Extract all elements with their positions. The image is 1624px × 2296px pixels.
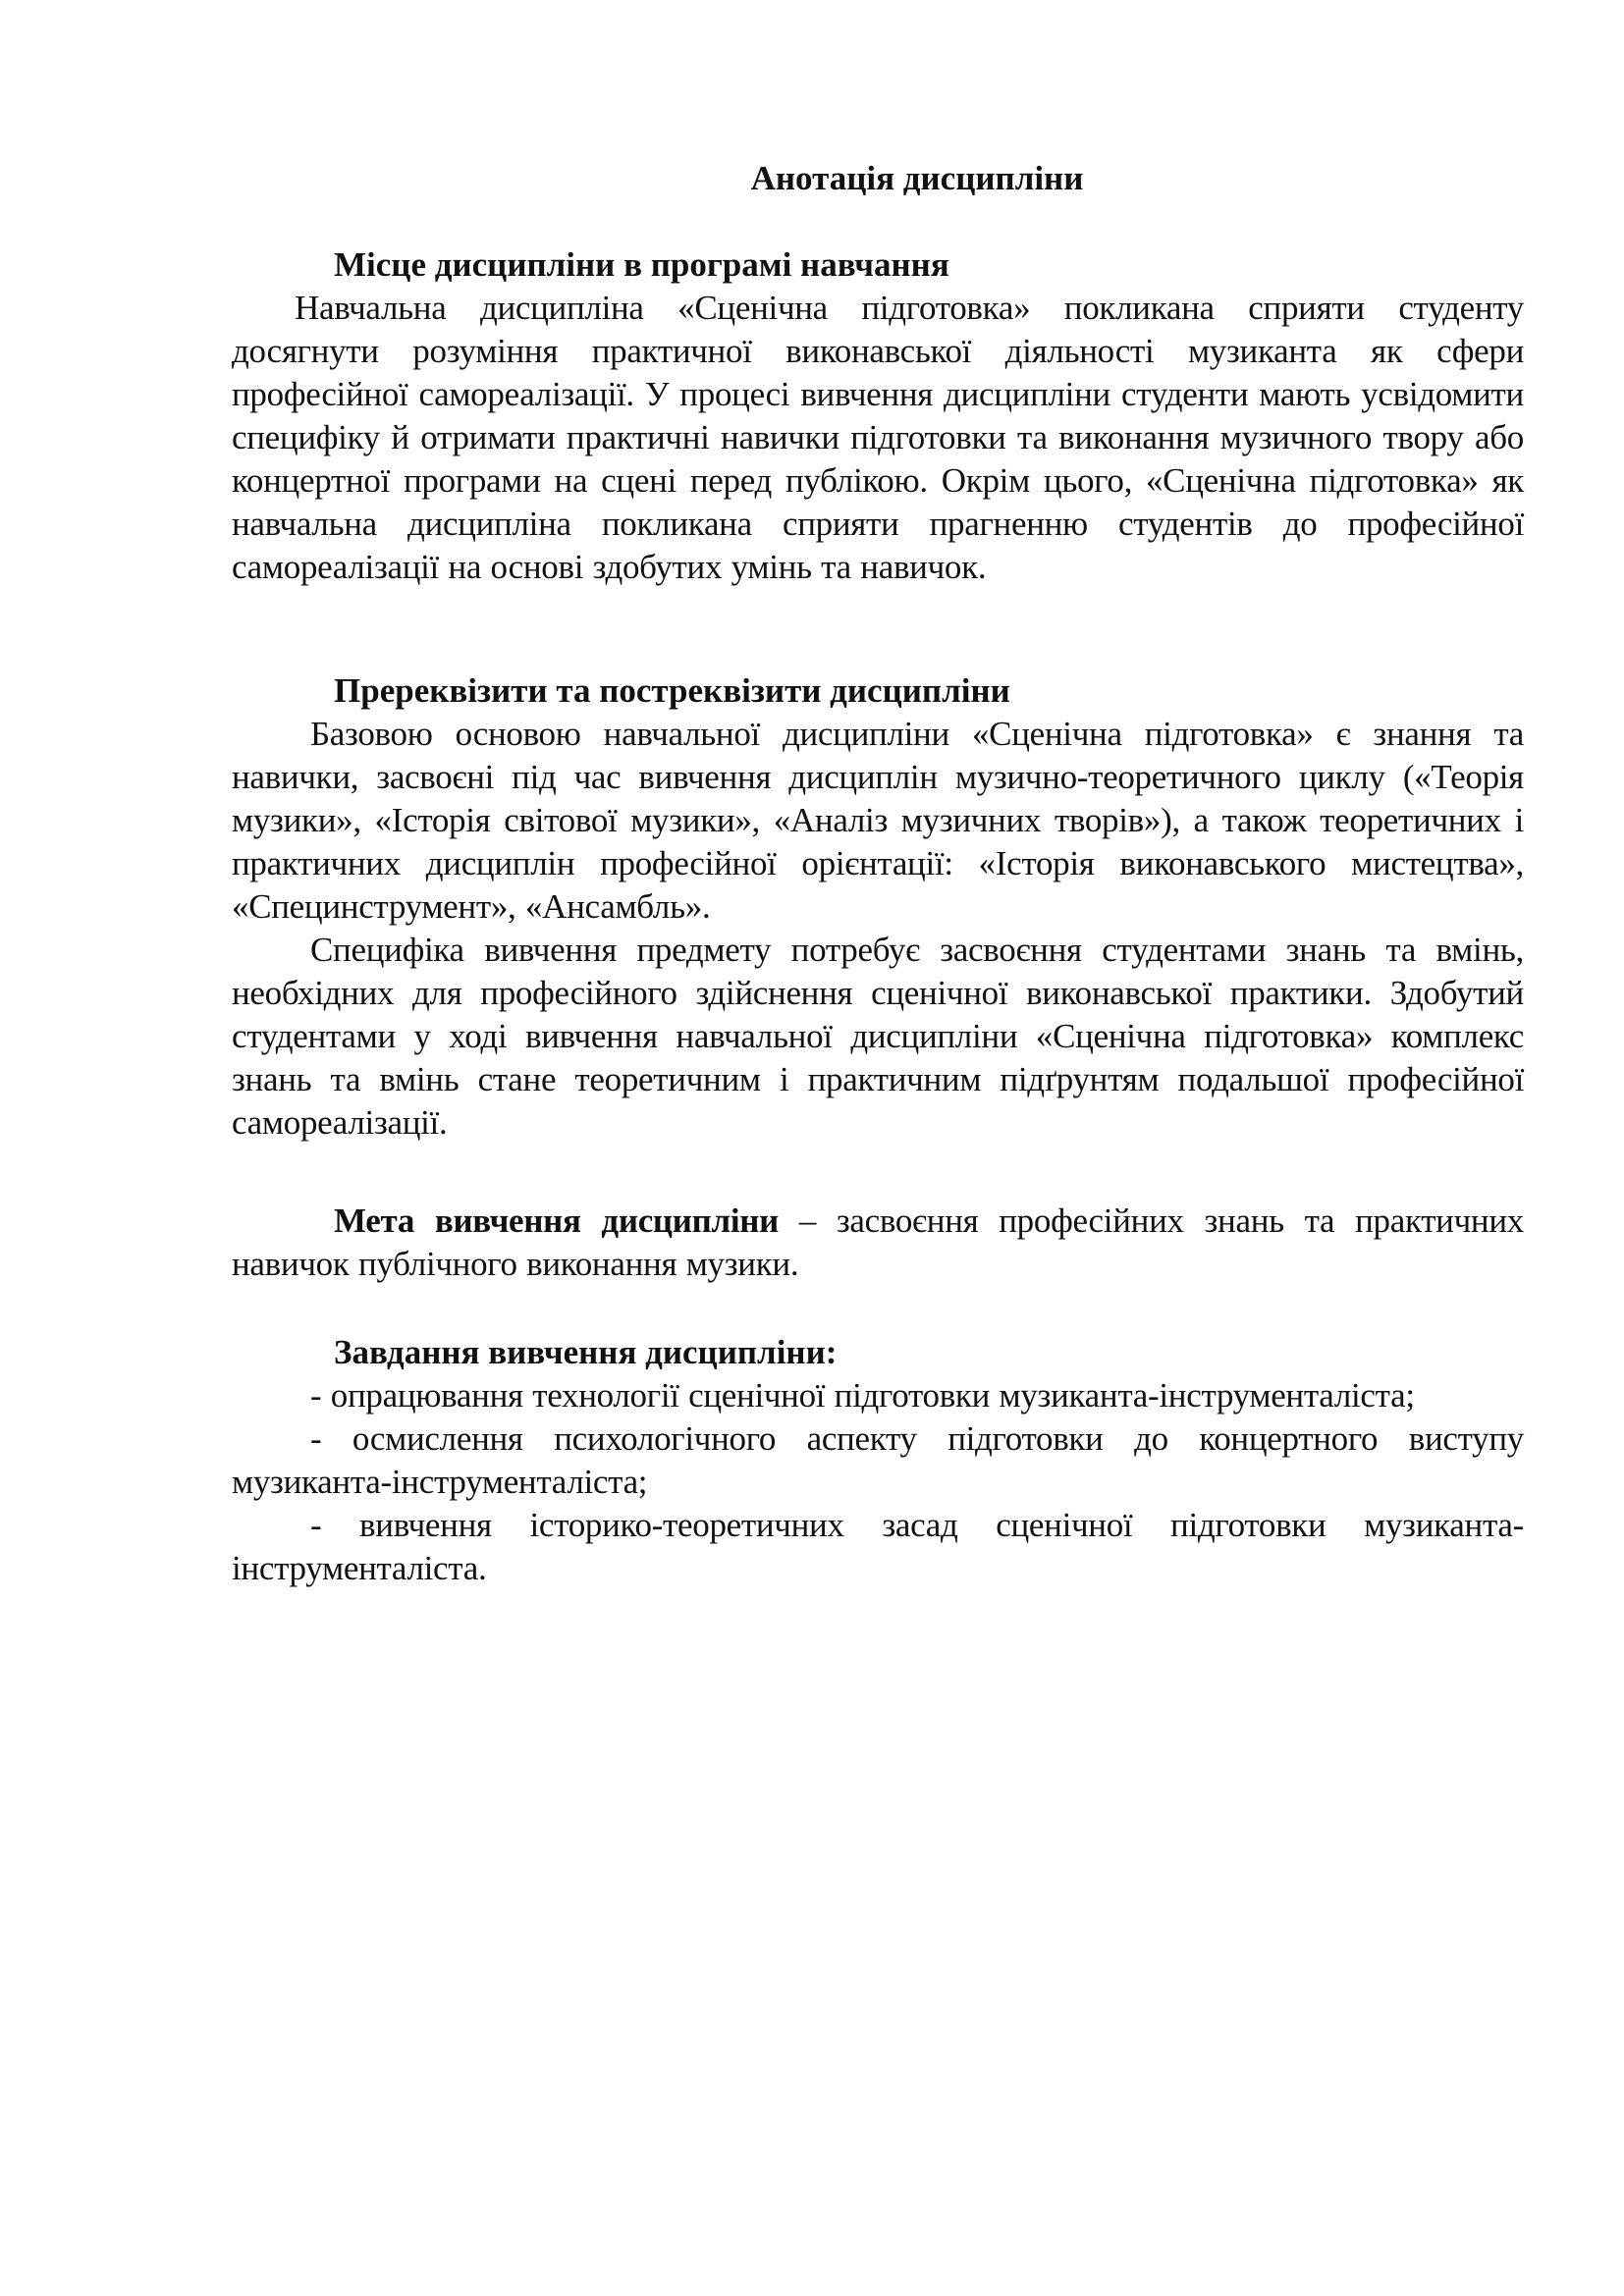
section-heading-tasks: Завдання вивчення дисципліни:	[334, 1333, 838, 1371]
task-item: - осмислення психологічного аспекту підготовки до концертного виступу музиканта-інструменталіста;	[232, 1419, 1524, 1501]
paragraph-place: Навчальна дисципліна «Сценічна підготовка» покликана сприяти студенту досягнути розуміння практичної виконавської діяльності музиканта як сфери професійної самореалізації. У процесі вивчення дисципліни студенти мають усвідомити специфіку й отримати практичні навички підготовки та виконання музичного твору або концертної програми на сцені перед публікою. Окрім цього, «Сценічна підготовка» як навчальна дисципліна покликана сприяти прагненню студентів до професійної самореалізації на основі здобутих умінь та навичок.	[232, 289, 1524, 586]
section-goal	[232, 1200, 1524, 1286]
paragraph-goal	[232, 1200, 1524, 1286]
task-item: - вивчення історико-теоретичних засад сценічної підготовки музиканта-інструменталіста.	[232, 1506, 1524, 1587]
section-heading-prereq: Пререквізити та постреквізити дисципліни	[334, 671, 1010, 710]
section-heading-place: Місце дисципліни в програмі навчання	[334, 245, 949, 284]
task-item: - опрацювання технології сценічної підготовки музиканта-інструменталіста;	[310, 1376, 1415, 1415]
goal-text: – засвоєння професійних знань та практичних навичок публічного виконання музики.	[232, 1201, 1524, 1283]
paragraph-prereq-2: Специфіка вивчення предмету потребує засвоєння студентами знань та вмінь, необхідних для професійного здійснення сценічної виконавської практики. Здобутий студентами у ході вивчення навчальної дисципліни «Сценічна підготовка» комплекс знань та вмінь стане теоретичним і практичним підґрунтям подальшої професійної самореалізації.	[232, 931, 1524, 1142]
section-place	[232, 243, 1524, 589]
document-title: Анотація дисципліни	[750, 159, 1084, 197]
section-prereq	[232, 669, 1524, 1145]
section-tasks	[232, 1331, 1524, 1590]
paragraph-prereq-1: Базовою основою навчальної дисципліни «Сценічна підготовка» є знання та навички, засвоєні під час вивчення дисциплін музично-теоретичного циклу («Теорія музики», «Історія світової музики», «Аналіз музичних творів»), а також теоретичних і практичних дисциплін професійної орієнтації: «Історія виконавського мистецтва», «Специнструмент», «Ансамбль».	[232, 715, 1524, 926]
goal-label: Мета вивчення дисципліни	[334, 1201, 780, 1240]
